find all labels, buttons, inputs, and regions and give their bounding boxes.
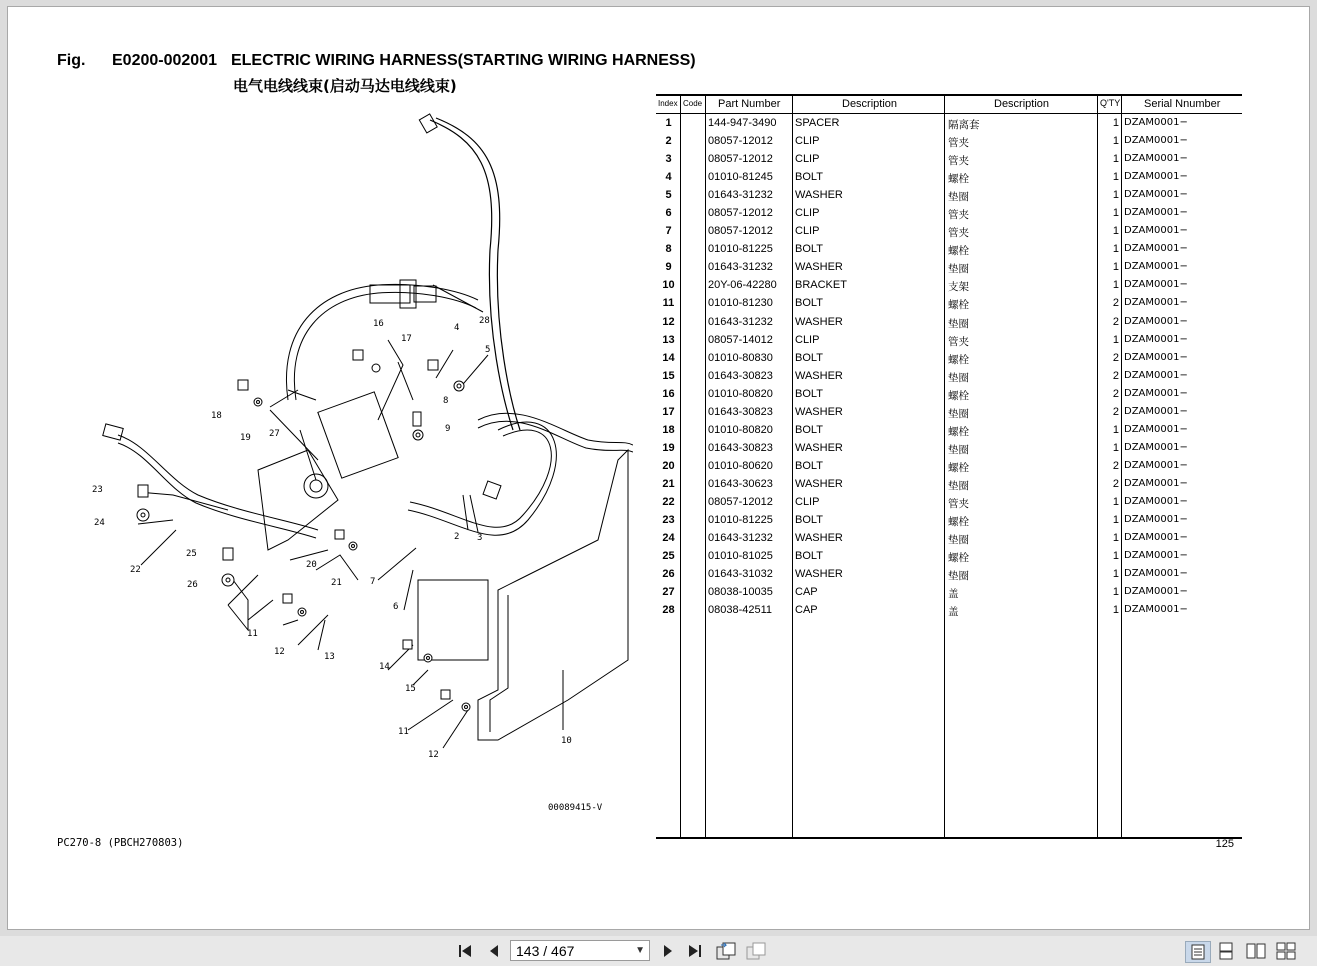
cell-qty: 1 (1112, 586, 1119, 599)
cell-qty: 1 (1112, 550, 1119, 563)
cell-qty: 1 (1112, 171, 1119, 184)
cell-index: 27 (662, 586, 675, 599)
cell-index: 20 (662, 459, 675, 472)
cell-index: 24 (662, 532, 675, 545)
prev-page-icon[interactable] (484, 941, 504, 961)
cell-description-cn: 管夹 (948, 227, 969, 240)
cell-index: 21 (662, 477, 675, 490)
header-part-number: Part Number (718, 98, 781, 110)
table-row (656, 315, 1242, 333)
cell-serial: DZAM0001− (1124, 441, 1188, 453)
cell-description-cn: 盖 (948, 606, 959, 619)
exploded-parts-diagram (58, 100, 633, 820)
parts-table (656, 94, 1242, 839)
table-row (656, 513, 1242, 531)
cell-part-number: 01010-81225 (708, 514, 773, 527)
svg-text:20: 20 (306, 560, 317, 570)
table-row (656, 477, 1242, 495)
svg-text:3: 3 (477, 533, 483, 543)
cell-part-number: 01010-81245 (708, 171, 773, 184)
table-row (656, 441, 1242, 459)
cell-qty: 1 (1112, 514, 1119, 527)
cell-description-cn: 垫圈 (948, 371, 969, 384)
svg-text:22: 22 (130, 565, 141, 575)
cell-qty: 1 (1112, 153, 1119, 166)
last-page-icon[interactable] (685, 941, 705, 961)
cell-part-number: 08057-12012 (708, 153, 773, 166)
cell-part-number: 01010-81025 (708, 550, 773, 563)
cell-description-cn: 螺栓 (948, 353, 969, 366)
svg-text:26: 26 (187, 580, 198, 590)
cell-description-cn: 盖 (948, 588, 959, 601)
header-qty: Q'TY (1100, 98, 1121, 108)
table-row (656, 242, 1242, 260)
svg-text:4: 4 (454, 323, 460, 333)
cell-index: 14 (662, 351, 675, 364)
table-row (656, 134, 1242, 152)
header-description: Description (842, 98, 898, 110)
page-number: 125 (1215, 838, 1234, 850)
cell-index: 26 (662, 568, 675, 581)
footer-model: PC270-8 (PBCH270803) (57, 837, 184, 849)
single-page-view-icon[interactable] (1185, 941, 1211, 963)
cell-description: WASHER (795, 315, 843, 328)
cell-description-cn: 管夹 (948, 497, 969, 510)
cell-description: CLIP (795, 135, 820, 148)
table-body (656, 116, 1242, 621)
title-cn: 电气电线线束(启动马达电线线束) (233, 77, 457, 95)
cell-description-cn: 螺栓 (948, 245, 969, 258)
go-back-icon[interactable] (714, 941, 738, 961)
two-page-continuous-view-icon[interactable] (1275, 941, 1297, 961)
cell-description: CLIP (795, 333, 820, 346)
table-row (656, 567, 1242, 585)
first-page-icon[interactable] (455, 941, 475, 961)
cell-description-cn: 螺栓 (948, 552, 969, 565)
cell-qty: 2 (1112, 315, 1119, 328)
next-page-icon[interactable] (658, 941, 678, 961)
cell-description-cn: 垫圈 (948, 479, 969, 492)
cell-index: 7 (665, 225, 672, 238)
cell-serial: DZAM0001− (1124, 514, 1188, 526)
cell-qty: 1 (1112, 225, 1119, 238)
cell-index: 23 (662, 514, 675, 527)
cell-description-cn: 螺栓 (948, 299, 969, 312)
cell-index: 4 (665, 171, 672, 184)
cell-description-cn: 垫圈 (948, 570, 969, 583)
table-row (656, 585, 1242, 603)
svg-text:21: 21 (331, 578, 342, 588)
cell-index: 11 (662, 297, 675, 310)
svg-text:28: 28 (479, 316, 490, 326)
cell-serial: DZAM0001− (1124, 315, 1188, 327)
table-row (656, 603, 1242, 621)
table-row (656, 369, 1242, 387)
cell-part-number: 01643-31232 (708, 261, 773, 274)
cell-serial: DZAM0001− (1124, 225, 1188, 237)
cell-part-number: 01643-31032 (708, 568, 773, 581)
cell-qty: 1 (1112, 243, 1119, 256)
cell-description: BOLT (795, 459, 823, 472)
cell-description: BOLT (795, 514, 823, 527)
table-row (656, 224, 1242, 242)
cell-qty: 1 (1112, 568, 1119, 581)
cell-description-cn: 螺栓 (948, 516, 969, 529)
cell-qty: 2 (1112, 405, 1119, 418)
cell-serial: DZAM0001− (1124, 153, 1188, 165)
cell-qty: 1 (1112, 207, 1119, 220)
table-row (656, 405, 1242, 423)
cell-serial: DZAM0001− (1124, 117, 1188, 128)
cell-description-cn: 支架 (948, 281, 969, 294)
cell-description: WASHER (795, 477, 843, 490)
table-row (656, 459, 1242, 477)
cell-description: WASHER (795, 441, 843, 454)
cell-serial: DZAM0001− (1124, 604, 1188, 616)
cell-index: 28 (662, 604, 675, 617)
table-row (656, 531, 1242, 549)
table-row (656, 549, 1242, 567)
fig-code: E0200-002001 (112, 52, 217, 69)
cell-description: CAP (795, 586, 818, 599)
cell-index: 3 (665, 153, 672, 166)
table-row (656, 278, 1242, 296)
cell-part-number: 01010-81225 (708, 243, 773, 256)
header-serial: Serial Nnumber (1144, 98, 1221, 110)
svg-text:6: 6 (393, 602, 399, 612)
table-row (656, 152, 1242, 170)
cell-part-number: 144-947-3490 (708, 117, 777, 129)
svg-text:11: 11 (398, 727, 409, 737)
svg-text:7: 7 (370, 577, 376, 587)
cell-description-cn: 螺栓 (948, 425, 969, 438)
cell-description: CAP (795, 604, 818, 617)
cell-qty: 1 (1112, 532, 1119, 545)
cell-description: BOLT (795, 243, 823, 256)
cell-description: CLIP (795, 153, 820, 166)
cell-description-cn: 螺栓 (948, 461, 969, 474)
cell-description: BOLT (795, 171, 823, 184)
cell-description-cn: 垫圈 (948, 443, 969, 456)
cell-qty: 1 (1112, 135, 1119, 148)
cell-qty: 1 (1112, 333, 1119, 346)
cell-part-number: 01643-31232 (708, 532, 773, 545)
cell-serial: DZAM0001− (1124, 333, 1188, 345)
cell-description: WASHER (795, 568, 843, 581)
cell-serial: DZAM0001− (1124, 586, 1188, 598)
cell-part-number: 01010-80830 (708, 351, 773, 364)
cell-qty: 1 (1112, 117, 1119, 129)
cell-qty: 2 (1112, 459, 1119, 472)
cell-part-number: 01010-80820 (708, 387, 773, 400)
table-row (656, 206, 1242, 224)
cell-qty: 1 (1112, 279, 1119, 292)
cell-part-number: 01643-30823 (708, 405, 773, 418)
cell-qty: 1 (1112, 441, 1119, 454)
table-row (656, 260, 1242, 278)
svg-text:12: 12 (428, 750, 439, 760)
cell-description-cn: 管夹 (948, 335, 969, 348)
cell-description: WASHER (795, 189, 843, 202)
cell-description: BRACKET (795, 279, 847, 292)
table-row (656, 351, 1242, 369)
cell-index: 18 (662, 423, 675, 436)
cell-serial: DZAM0001− (1124, 477, 1188, 489)
cell-part-number: 08038-10035 (708, 586, 773, 599)
svg-text:10: 10 (561, 736, 572, 746)
svg-text:18: 18 (211, 411, 222, 421)
svg-text:14: 14 (379, 662, 390, 672)
cell-qty: 2 (1112, 369, 1119, 382)
cell-description-cn: 螺栓 (948, 389, 969, 402)
cell-description: WASHER (795, 532, 843, 545)
cell-qty: 2 (1112, 387, 1119, 400)
continuous-view-icon[interactable] (1215, 941, 1237, 961)
cell-serial: DZAM0001− (1124, 495, 1188, 507)
cell-serial: DZAM0001− (1124, 550, 1188, 562)
cell-serial: DZAM0001− (1124, 387, 1188, 399)
page-dropdown-icon[interactable]: ▼ (635, 945, 645, 956)
cell-serial: DZAM0001− (1124, 423, 1188, 435)
cell-qty: 1 (1112, 604, 1119, 617)
cell-description-cn: 垫圈 (948, 407, 969, 420)
cell-serial: DZAM0001− (1124, 405, 1188, 417)
cell-part-number: 01010-80620 (708, 459, 773, 472)
cell-description: WASHER (795, 261, 843, 274)
svg-text:23: 23 (92, 485, 103, 495)
cell-part-number: 08057-12012 (708, 207, 773, 220)
cell-description: BOLT (795, 351, 823, 364)
cell-index: 12 (662, 315, 675, 328)
cell-qty: 1 (1112, 261, 1119, 274)
cell-part-number: 01643-31232 (708, 315, 773, 328)
cell-index: 8 (665, 243, 672, 256)
table-row (656, 296, 1242, 314)
cell-index: 1 (665, 117, 672, 129)
two-page-view-icon[interactable] (1245, 941, 1267, 961)
go-forward-icon[interactable] (744, 941, 768, 961)
viewer-toolbar (0, 936, 1317, 966)
cell-part-number: 08057-12012 (708, 495, 773, 508)
cell-index: 13 (662, 333, 675, 346)
table-row (656, 333, 1242, 351)
cell-serial: DZAM0001− (1124, 459, 1188, 471)
drawing-reference: 00089415-V (548, 803, 603, 813)
cell-description: BOLT (795, 387, 823, 400)
svg-text:15: 15 (405, 684, 416, 694)
cell-qty: 2 (1112, 351, 1119, 364)
cell-description: BOLT (795, 297, 823, 310)
svg-text:24: 24 (94, 518, 105, 528)
cell-description-cn: 管夹 (948, 209, 969, 222)
header-description-cn: Description (994, 98, 1050, 110)
cell-index: 10 (662, 279, 675, 292)
cell-description: BOLT (795, 550, 823, 563)
svg-text:25: 25 (186, 549, 197, 559)
svg-text:2: 2 (454, 532, 460, 542)
cell-description-cn: 垫圈 (948, 191, 969, 204)
svg-text:12: 12 (274, 647, 285, 657)
cell-description: CLIP (795, 225, 820, 238)
cell-qty: 1 (1112, 423, 1119, 436)
cell-part-number: 08057-14012 (708, 333, 773, 346)
table-row (656, 387, 1242, 405)
svg-text:9: 9 (445, 424, 451, 434)
header-index: Index (658, 99, 678, 108)
cell-index: 9 (665, 261, 672, 274)
cell-index: 19 (662, 441, 675, 454)
cell-description-cn: 管夹 (948, 137, 969, 150)
cell-index: 6 (665, 207, 672, 220)
cell-part-number: 08038-42511 (708, 604, 773, 617)
page-indicator: 143 / 467 (516, 942, 575, 959)
cell-description-cn: 垫圈 (948, 534, 969, 547)
svg-text:13: 13 (324, 652, 335, 662)
cell-serial: DZAM0001− (1124, 532, 1188, 544)
cell-serial: DZAM0001− (1124, 189, 1188, 201)
cell-serial: DZAM0001− (1124, 243, 1188, 255)
cell-description: CLIP (795, 495, 820, 508)
cell-index: 2 (665, 135, 672, 148)
cell-serial: DZAM0001− (1124, 261, 1188, 273)
table-row (656, 188, 1242, 206)
cell-index: 22 (662, 495, 675, 508)
cell-part-number: 20Y-06-42280 (708, 279, 777, 292)
cell-serial: DZAM0001− (1124, 207, 1188, 219)
cell-description: WASHER (795, 369, 843, 382)
page-selector[interactable] (510, 940, 650, 961)
cell-part-number: 08057-12012 (708, 225, 773, 238)
cell-description-cn: 垫圈 (948, 263, 969, 276)
cell-serial: DZAM0001− (1124, 279, 1188, 291)
cell-index: 5 (665, 189, 672, 202)
svg-text:11: 11 (247, 629, 258, 639)
table-row (656, 170, 1242, 188)
cell-description-cn: 垫圈 (948, 317, 969, 330)
cell-qty: 2 (1112, 297, 1119, 310)
svg-text:17: 17 (401, 334, 412, 344)
fig-label: Fig. (57, 52, 86, 69)
cell-part-number: 01010-81230 (708, 297, 773, 310)
cell-qty: 1 (1112, 495, 1119, 508)
cell-description-cn: 螺栓 (948, 173, 969, 186)
cell-description-cn: 隔离套 (948, 119, 980, 131)
cell-serial: DZAM0001− (1124, 297, 1188, 309)
cell-serial: DZAM0001− (1124, 171, 1188, 183)
figure-title (57, 52, 696, 70)
cell-description: CLIP (795, 207, 820, 220)
cell-part-number: 01643-30823 (708, 369, 773, 382)
cell-description: WASHER (795, 405, 843, 418)
header-code: Code (683, 99, 703, 108)
cell-description: SPACER (795, 117, 840, 129)
cell-part-number: 01010-80820 (708, 423, 773, 436)
cell-serial: DZAM0001− (1124, 369, 1188, 381)
svg-text:27: 27 (269, 429, 280, 439)
cell-qty: 1 (1112, 189, 1119, 202)
cell-index: 25 (662, 550, 675, 563)
svg-text:8: 8 (443, 396, 449, 406)
cell-description: BOLT (795, 423, 823, 436)
table-row (656, 423, 1242, 441)
cell-index: 17 (662, 405, 675, 418)
cell-qty: 2 (1112, 477, 1119, 490)
table-row (656, 495, 1242, 513)
cell-description-cn: 管夹 (948, 155, 969, 168)
cell-index: 15 (662, 369, 675, 382)
cell-part-number: 01643-30623 (708, 477, 773, 490)
title-en: ELECTRIC WIRING HARNESS(STARTING WIRING HARNESS) (230, 52, 696, 69)
cell-part-number: 01643-31232 (708, 189, 773, 202)
cell-part-number: 01643-30823 (708, 441, 773, 454)
cell-serial: DZAM0001− (1124, 351, 1188, 363)
cell-serial: DZAM0001− (1124, 135, 1188, 147)
table-row (656, 116, 1242, 134)
svg-text:16: 16 (373, 319, 384, 329)
cell-index: 16 (662, 387, 675, 400)
svg-text:5: 5 (485, 345, 491, 355)
cell-part-number: 08057-12012 (708, 135, 773, 148)
svg-text:19: 19 (240, 433, 251, 443)
cell-serial: DZAM0001− (1124, 568, 1188, 580)
